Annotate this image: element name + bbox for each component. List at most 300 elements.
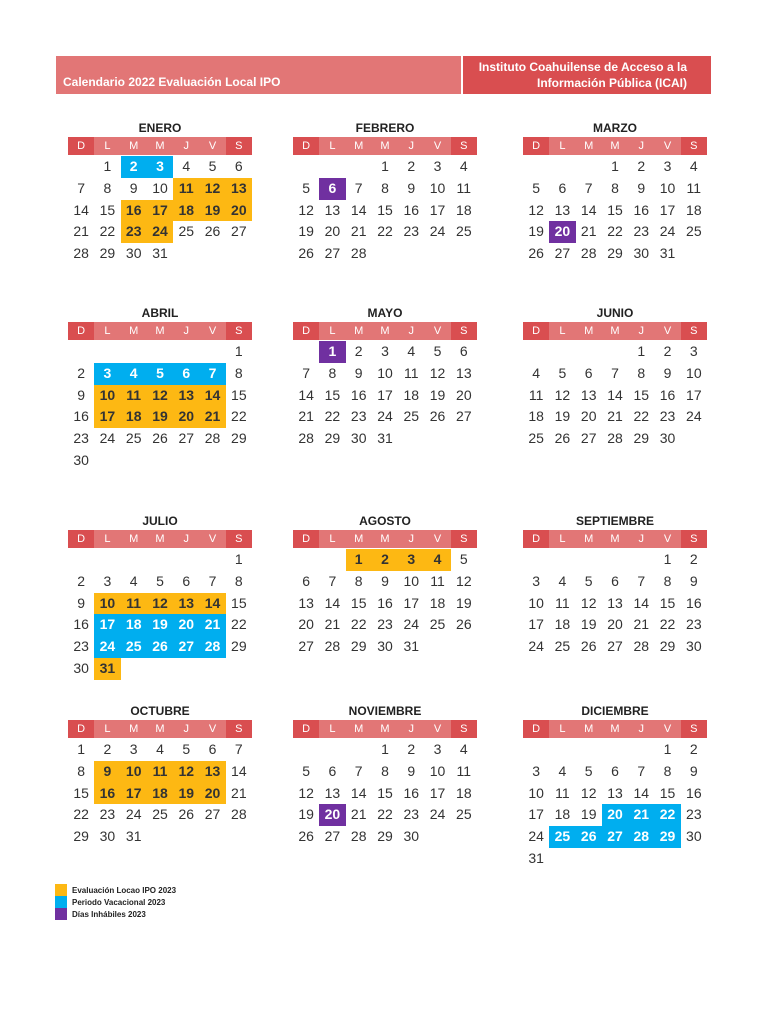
empty-day-cell xyxy=(121,549,147,571)
day-cell: 9 xyxy=(637,179,646,196)
day-cell: 24 xyxy=(94,636,120,658)
empty-day-cell xyxy=(628,739,654,761)
day-cell: 4 xyxy=(689,158,698,174)
day-cell: 31 xyxy=(125,828,142,845)
empty-day-cell xyxy=(68,549,94,571)
day-cell: 15 xyxy=(633,386,650,403)
day-cell: 21 xyxy=(73,223,89,240)
day-cell: 28 xyxy=(204,430,221,447)
day-cell: 11 xyxy=(121,593,147,615)
day-cell: 2 xyxy=(407,741,416,757)
day-cell: 22 xyxy=(633,408,650,425)
empty-day-cell xyxy=(319,549,345,571)
calendar-title xyxy=(56,56,461,94)
day-cell: 2 xyxy=(103,741,112,757)
legend-label: Días Inhábiles 2023 xyxy=(72,909,146,919)
weekday-label: D xyxy=(293,720,319,738)
month-agosto xyxy=(293,512,477,658)
day-cell: 6 xyxy=(234,158,243,174)
day-cell: 5 xyxy=(182,741,191,757)
day-cell: 5 xyxy=(147,363,173,385)
day-cell: 25 xyxy=(554,638,571,655)
day-cell: 28 xyxy=(199,636,225,658)
day-cell: 17 xyxy=(377,386,393,403)
day-cell: 24 xyxy=(659,223,676,240)
day-cell: 31 xyxy=(94,658,120,680)
legend xyxy=(55,884,176,920)
day-cell: 29 xyxy=(231,638,247,655)
day-cell: 9 xyxy=(407,762,416,779)
day-cell: 3 xyxy=(94,363,120,385)
day-cell: 18 xyxy=(173,200,199,222)
day-cell: 13 xyxy=(173,385,199,407)
day-cell: 15 xyxy=(659,784,676,801)
day-cell: 23 xyxy=(686,616,702,633)
day-cell: 24 xyxy=(377,408,393,425)
day-grid xyxy=(293,549,477,658)
day-cell: 10 xyxy=(686,364,702,381)
day-cell: 19 xyxy=(580,616,597,633)
day-cell: 22 xyxy=(654,804,680,826)
day-cell: 4 xyxy=(424,549,450,571)
day-cell: 11 xyxy=(173,178,199,200)
day-cell: 20 xyxy=(319,804,345,826)
day-grid xyxy=(523,549,707,658)
day-cell: 10 xyxy=(659,179,676,196)
day-cell: 15 xyxy=(377,201,393,218)
day-cell: 14 xyxy=(580,201,597,218)
day-cell: 5 xyxy=(584,572,593,589)
day-cell: 29 xyxy=(633,430,650,447)
day-cell: 13 xyxy=(324,201,341,218)
day-cell: 26 xyxy=(456,616,472,633)
weekday-label: J xyxy=(183,723,190,735)
day-cell: 16 xyxy=(686,784,702,801)
day-grid xyxy=(523,156,707,265)
day-cell: 10 xyxy=(377,364,393,381)
day-cell: 16 xyxy=(121,200,147,222)
weekday-label: J xyxy=(183,325,190,337)
day-cell: 18 xyxy=(528,408,544,425)
day-cell: 26 xyxy=(580,638,597,655)
weekday-label: L xyxy=(559,140,566,152)
day-cell: 5 xyxy=(433,343,442,359)
day-cell: 14 xyxy=(298,386,314,403)
day-cell: 13 xyxy=(324,784,341,801)
empty-day-cell xyxy=(523,341,549,363)
legend-swatch-blue xyxy=(55,896,67,908)
day-cell: 25 xyxy=(549,826,575,848)
day-cell: 22 xyxy=(377,806,393,823)
month-title: DICIEMBRE xyxy=(581,704,649,718)
month-junio xyxy=(523,304,707,450)
day-cell: 21 xyxy=(580,223,597,240)
weekday-label: M xyxy=(155,723,165,735)
weekday-label: L xyxy=(329,325,336,337)
day-cell: 21 xyxy=(298,408,314,425)
day-cell: 12 xyxy=(580,784,597,801)
day-cell: 1 xyxy=(637,343,646,359)
weekday-label: S xyxy=(681,322,707,340)
organization-line-1: Instituto Coahuilense de Acceso a la xyxy=(478,60,687,74)
day-cell: 23 xyxy=(73,638,89,655)
weekday-label: L xyxy=(329,533,336,545)
day-cell: 7 xyxy=(584,179,593,196)
month-abril xyxy=(68,304,252,472)
empty-day-cell xyxy=(602,739,628,761)
day-cell: 26 xyxy=(554,430,571,447)
day-cell: 27 xyxy=(554,245,571,262)
month-title: JULIO xyxy=(142,514,178,528)
day-cell: 3 xyxy=(532,762,541,779)
day-cell: 19 xyxy=(554,408,571,425)
month-noviembre xyxy=(293,702,477,848)
day-grid xyxy=(293,341,477,450)
day-grid xyxy=(293,739,477,848)
weekday-label: M xyxy=(354,140,364,152)
day-cell: 7 xyxy=(637,762,646,779)
day-cell: 21 xyxy=(199,406,225,428)
day-cell: 13 xyxy=(226,178,252,200)
day-cell: 27 xyxy=(173,636,199,658)
day-cell: 6 xyxy=(302,572,311,589)
day-cell: 22 xyxy=(659,616,676,633)
day-cell: 18 xyxy=(121,406,147,428)
day-cell: 11 xyxy=(147,761,173,783)
day-cell: 12 xyxy=(554,386,571,403)
day-cell: 5 xyxy=(558,364,567,381)
day-cell: 8 xyxy=(381,179,389,196)
weekday-label: S xyxy=(681,137,707,155)
empty-day-cell xyxy=(628,549,654,571)
day-cell: 7 xyxy=(328,572,337,589)
weekday-label: S xyxy=(451,530,477,548)
day-cell: 30 xyxy=(659,430,676,447)
day-cell: 2 xyxy=(77,364,86,381)
empty-day-cell xyxy=(94,341,120,363)
day-cell: 19 xyxy=(580,806,597,823)
day-cell: 29 xyxy=(377,828,393,845)
day-cell: 13 xyxy=(199,761,225,783)
day-cell: 26 xyxy=(298,828,314,845)
day-cell: 10 xyxy=(94,593,120,615)
empty-day-cell xyxy=(523,156,549,178)
day-cell: 6 xyxy=(611,572,619,589)
day-cell: 4 xyxy=(558,572,567,589)
day-cell: 16 xyxy=(633,201,650,218)
day-cell: 21 xyxy=(199,614,225,636)
day-cell: 25 xyxy=(152,806,168,823)
day-cell: 19 xyxy=(528,223,544,240)
day-cell: 6 xyxy=(173,363,199,385)
organization-name xyxy=(463,56,711,94)
weekday-label: S xyxy=(681,530,707,548)
day-cell: 14 xyxy=(231,762,247,779)
day-cell: 8 xyxy=(234,572,243,589)
month-marzo xyxy=(523,119,707,265)
day-cell: 14 xyxy=(199,385,225,407)
weekday-label: J xyxy=(408,325,415,337)
month-title: ABRIL xyxy=(141,306,179,320)
weekday-label: M xyxy=(354,723,364,735)
day-cell: 22 xyxy=(73,806,89,823)
day-cell: 28 xyxy=(350,828,367,845)
day-cell: 28 xyxy=(628,826,654,848)
weekday-label: L xyxy=(559,325,566,337)
day-cell: 30 xyxy=(403,828,420,845)
month-septiembre xyxy=(523,512,707,658)
month-diciembre xyxy=(523,702,707,870)
day-cell: 25 xyxy=(125,430,142,447)
month-febrero xyxy=(293,119,477,265)
day-cell: 14 xyxy=(73,201,89,218)
day-cell: 23 xyxy=(659,408,676,425)
day-cell: 5 xyxy=(302,179,311,196)
weekday-label: S xyxy=(226,322,252,340)
day-cell: 22 xyxy=(99,223,116,240)
day-cell: 27 xyxy=(231,223,247,240)
day-cell: 8 xyxy=(234,364,243,381)
day-cell: 12 xyxy=(147,593,173,615)
weekday-header xyxy=(293,720,477,738)
day-cell: 4 xyxy=(459,158,468,174)
weekday-label: V xyxy=(663,723,672,735)
day-cell: 18 xyxy=(121,614,147,636)
day-cell: 16 xyxy=(659,386,676,403)
day-cell: 17 xyxy=(121,783,147,805)
day-cell: 3 xyxy=(433,158,442,174)
empty-day-cell xyxy=(523,549,549,571)
day-cell: 23 xyxy=(403,806,420,823)
weekday-header xyxy=(68,720,252,738)
legend-item-inhabiles xyxy=(55,908,176,920)
day-cell: 17 xyxy=(429,784,446,801)
weekday-label: V xyxy=(663,325,672,337)
day-cell: 16 xyxy=(403,784,420,801)
day-cell: 18 xyxy=(554,806,571,823)
day-cell: 28 xyxy=(231,806,247,823)
day-cell: 22 xyxy=(350,616,367,633)
day-cell: 26 xyxy=(204,223,221,240)
day-cell: 4 xyxy=(532,364,541,381)
day-cell: 13 xyxy=(580,386,597,403)
day-cell: 23 xyxy=(403,223,420,240)
day-cell: 7 xyxy=(77,179,86,196)
day-cell: 1 xyxy=(103,158,112,174)
legend-item-evaluacion xyxy=(55,884,176,896)
weekday-label: V xyxy=(208,533,217,545)
day-cell: 11 xyxy=(456,762,472,779)
weekday-header xyxy=(68,530,252,548)
day-cell: 7 xyxy=(354,179,363,196)
day-grid xyxy=(523,341,707,450)
empty-day-cell xyxy=(199,549,225,571)
day-cell: 31 xyxy=(659,245,676,262)
day-cell: 21 xyxy=(633,616,650,633)
month-title: MAYO xyxy=(367,306,403,320)
day-cell: 2 xyxy=(689,741,698,757)
day-cell: 3 xyxy=(381,343,389,359)
day-cell: 6 xyxy=(558,179,567,196)
legend-label: Periodo Vacacional 2023 xyxy=(72,897,166,907)
day-cell: 1 xyxy=(77,741,86,757)
day-cell: 28 xyxy=(580,245,597,262)
empty-day-cell xyxy=(147,341,173,363)
day-cell: 21 xyxy=(231,784,247,801)
day-cell: 4 xyxy=(407,343,416,359)
day-cell: 18 xyxy=(429,594,446,611)
day-cell: 20 xyxy=(602,804,628,826)
weekday-label: D xyxy=(523,720,549,738)
weekday-label: V xyxy=(433,723,442,735)
day-cell: 24 xyxy=(429,223,446,240)
day-cell: 8 xyxy=(611,179,619,196)
weekday-label: V xyxy=(208,723,217,735)
empty-day-cell xyxy=(293,739,319,761)
month-title: ENERO xyxy=(138,121,182,135)
day-cell: 29 xyxy=(231,430,247,447)
day-cell: 11 xyxy=(403,364,419,381)
day-cell: 27 xyxy=(204,806,221,823)
day-cell: 7 xyxy=(199,363,225,385)
day-cell: 17 xyxy=(403,594,420,611)
day-cell: 10 xyxy=(403,572,420,589)
weekday-label: M xyxy=(380,140,390,152)
weekday-label: D xyxy=(523,530,549,548)
empty-day-cell xyxy=(173,341,199,363)
day-cell: 4 xyxy=(121,363,147,385)
weekday-label: V xyxy=(663,140,672,152)
day-cell: 12 xyxy=(147,385,173,407)
day-cell: 16 xyxy=(350,386,367,403)
day-cell: 20 xyxy=(226,200,252,222)
day-cell: 25 xyxy=(456,806,472,823)
day-cell: 3 xyxy=(663,158,672,174)
day-cell: 5 xyxy=(584,762,593,779)
day-cell: 15 xyxy=(231,594,247,611)
day-cell: 18 xyxy=(456,784,472,801)
day-cell: 7 xyxy=(611,364,619,381)
weekday-label: M xyxy=(610,325,620,337)
month-octubre xyxy=(68,702,252,848)
day-cell: 9 xyxy=(689,572,698,589)
day-cell: 20 xyxy=(549,221,575,243)
day-cell: 9 xyxy=(381,572,389,589)
day-cell: 8 xyxy=(77,762,86,779)
day-cell: 16 xyxy=(73,408,89,425)
day-cell: 1 xyxy=(611,158,619,174)
empty-day-cell xyxy=(549,341,575,363)
month-mayo xyxy=(293,304,477,450)
day-cell: 1 xyxy=(381,741,389,757)
weekday-label: M xyxy=(610,533,620,545)
day-cell: 7 xyxy=(302,364,311,381)
day-cell: 16 xyxy=(686,594,702,611)
day-cell: 16 xyxy=(377,594,393,611)
day-cell: 10 xyxy=(429,762,446,779)
empty-day-cell xyxy=(576,549,602,571)
weekday-label: D xyxy=(523,137,549,155)
day-cell: 6 xyxy=(208,741,217,757)
weekday-label: J xyxy=(183,533,190,545)
day-cell: 21 xyxy=(324,616,341,633)
day-cell: 6 xyxy=(459,343,468,359)
day-cell: 18 xyxy=(147,783,173,805)
day-cell: 18 xyxy=(554,616,571,633)
day-cell: 20 xyxy=(298,616,314,633)
day-cell: 15 xyxy=(231,386,247,403)
weekday-header xyxy=(523,530,707,548)
day-cell: 30 xyxy=(686,828,702,845)
day-cell: 2 xyxy=(77,572,86,589)
weekday-label: D xyxy=(68,137,94,155)
weekday-header xyxy=(293,137,477,155)
day-cell: 30 xyxy=(99,828,116,845)
day-cell: 8 xyxy=(663,762,672,779)
day-cell: 26 xyxy=(152,430,168,447)
day-cell: 17 xyxy=(528,616,544,633)
day-cell: 1 xyxy=(234,343,243,359)
day-cell: 2 xyxy=(689,551,698,567)
day-cell: 17 xyxy=(686,386,702,403)
day-cell: 14 xyxy=(633,784,650,801)
day-cell: 8 xyxy=(381,762,389,779)
empty-day-cell xyxy=(346,156,372,178)
day-cell: 23 xyxy=(633,223,650,240)
weekday-label: D xyxy=(68,720,94,738)
legend-label: Evaluación Locao IPO 2023 xyxy=(72,885,177,895)
empty-day-cell xyxy=(523,739,549,761)
day-cell: 30 xyxy=(377,638,393,655)
day-cell: 11 xyxy=(121,385,147,407)
weekday-label: L xyxy=(104,325,111,337)
day-cell: 9 xyxy=(77,594,86,611)
month-title: AGOSTO xyxy=(359,514,411,528)
day-cell: 30 xyxy=(73,451,89,468)
weekday-label: M xyxy=(129,140,139,152)
day-cell: 22 xyxy=(324,408,341,425)
day-cell: 9 xyxy=(407,179,416,196)
weekday-label: J xyxy=(638,140,645,152)
weekday-label: M xyxy=(584,140,594,152)
day-grid xyxy=(523,739,707,870)
empty-day-cell xyxy=(293,549,319,571)
day-cell: 20 xyxy=(173,614,199,636)
day-cell: 24 xyxy=(686,408,702,425)
day-cell: 25 xyxy=(528,430,544,447)
day-cell: 12 xyxy=(298,201,314,218)
weekday-label: V xyxy=(433,325,442,337)
day-cell: 28 xyxy=(73,245,89,262)
day-cell: 23 xyxy=(121,221,147,243)
day-cell: 25 xyxy=(178,223,195,240)
day-cell: 22 xyxy=(231,408,247,425)
day-grid xyxy=(68,341,252,472)
day-cell: 21 xyxy=(607,408,623,425)
day-cell: 30 xyxy=(350,430,367,447)
day-cell: 14 xyxy=(350,201,367,218)
day-cell: 24 xyxy=(99,430,116,447)
day-cell: 15 xyxy=(377,784,393,801)
weekday-label: M xyxy=(354,533,364,545)
day-cell: 10 xyxy=(121,761,147,783)
day-cell: 7 xyxy=(637,572,646,589)
day-cell: 2 xyxy=(372,549,398,571)
day-cell: 7 xyxy=(234,741,243,757)
weekday-label: D xyxy=(68,530,94,548)
weekday-label: L xyxy=(104,723,111,735)
weekday-label: L xyxy=(329,723,336,735)
